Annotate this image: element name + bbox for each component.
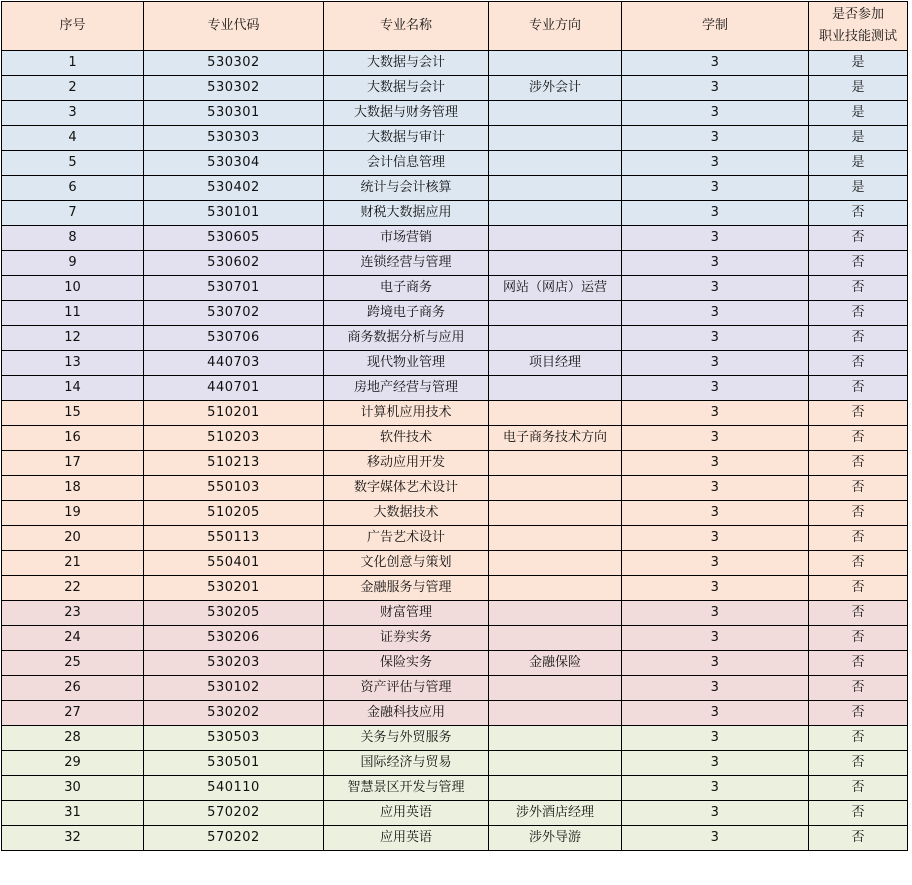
- table-row: [2, 201, 908, 226]
- cell-major-direction: [489, 726, 622, 751]
- table-row: [2, 626, 908, 651]
- cell-serial-number: 4: [2, 126, 144, 151]
- cell-major-direction: [489, 776, 622, 801]
- cell-study-years: 3: [622, 401, 809, 426]
- cell-major-code: 440701: [144, 376, 324, 401]
- cell-study-years: 3: [622, 201, 809, 226]
- cell-major-code: 440703: [144, 351, 324, 376]
- cell-study-years: 3: [622, 501, 809, 526]
- cell-major-direction: 涉外酒店经理: [489, 801, 622, 826]
- cell-major-name: 大数据与财务管理: [324, 101, 489, 126]
- cell-skill-test: 否: [809, 201, 908, 226]
- cell-major-name: 商务数据分析与应用: [324, 326, 489, 351]
- cell-serial-number: 3: [2, 101, 144, 126]
- cell-serial-number: 22: [2, 576, 144, 601]
- table-row: [2, 526, 908, 551]
- cell-skill-test: 否: [809, 401, 908, 426]
- cell-skill-test: 否: [809, 701, 908, 726]
- cell-major-name: 大数据与审计: [324, 126, 489, 151]
- cell-study-years: 3: [622, 701, 809, 726]
- table-row: [2, 776, 908, 801]
- cell-study-years: 3: [622, 76, 809, 101]
- cell-major-name: 金融科技应用: [324, 701, 489, 726]
- header-study-years: 学制: [622, 2, 809, 51]
- cell-serial-number: 30: [2, 776, 144, 801]
- cell-study-years: 3: [622, 101, 809, 126]
- cell-major-direction: [489, 476, 622, 501]
- cell-skill-test: 否: [809, 551, 908, 576]
- table-row: [2, 251, 908, 276]
- table-body: [2, 51, 908, 851]
- cell-major-code: 530102: [144, 676, 324, 701]
- cell-major-direction: [489, 201, 622, 226]
- cell-study-years: 3: [622, 326, 809, 351]
- table-row: [2, 701, 908, 726]
- cell-serial-number: 20: [2, 526, 144, 551]
- cell-major-code: 530503: [144, 726, 324, 751]
- cell-major-code: 530205: [144, 601, 324, 626]
- cell-serial-number: 17: [2, 451, 144, 476]
- cell-major-name: 金融服务与管理: [324, 576, 489, 601]
- cell-major-direction: 网站（网店）运营: [489, 276, 622, 301]
- cell-major-code: 550103: [144, 476, 324, 501]
- cell-serial-number: 2: [2, 76, 144, 101]
- table-row: [2, 801, 908, 826]
- cell-serial-number: 27: [2, 701, 144, 726]
- cell-major-code: 530302: [144, 51, 324, 76]
- table-row: [2, 451, 908, 476]
- header-major-direction: 专业方向: [489, 2, 622, 51]
- cell-skill-test: 否: [809, 251, 908, 276]
- cell-major-direction: 项目经理: [489, 351, 622, 376]
- cell-major-name: 电子商务: [324, 276, 489, 301]
- cell-serial-number: 19: [2, 501, 144, 526]
- cell-serial-number: 9: [2, 251, 144, 276]
- cell-major-name: 广告艺术设计: [324, 526, 489, 551]
- cell-major-name: 国际经济与贸易: [324, 751, 489, 776]
- majors-table: [1, 1, 908, 851]
- cell-study-years: 3: [622, 651, 809, 676]
- cell-major-code: 530304: [144, 151, 324, 176]
- cell-major-name: 证券实务: [324, 626, 489, 651]
- table-row: [2, 726, 908, 751]
- cell-study-years: 3: [622, 176, 809, 201]
- cell-study-years: 3: [622, 551, 809, 576]
- cell-serial-number: 21: [2, 551, 144, 576]
- cell-skill-test: 否: [809, 451, 908, 476]
- cell-major-code: 530206: [144, 626, 324, 651]
- cell-serial-number: 31: [2, 801, 144, 826]
- cell-skill-test: 否: [809, 726, 908, 751]
- cell-major-direction: [489, 301, 622, 326]
- table-row: [2, 826, 908, 851]
- cell-major-code: 550401: [144, 551, 324, 576]
- cell-major-direction: [489, 676, 622, 701]
- cell-study-years: 3: [622, 376, 809, 401]
- cell-serial-number: 26: [2, 676, 144, 701]
- cell-major-code: 530201: [144, 576, 324, 601]
- cell-skill-test: 否: [809, 476, 908, 501]
- cell-major-code: 530605: [144, 226, 324, 251]
- table-row: [2, 676, 908, 701]
- cell-skill-test: 否: [809, 276, 908, 301]
- cell-study-years: 3: [622, 601, 809, 626]
- cell-major-direction: [489, 576, 622, 601]
- cell-major-code: 530701: [144, 276, 324, 301]
- cell-study-years: 3: [622, 251, 809, 276]
- cell-major-code: 530501: [144, 751, 324, 776]
- cell-major-direction: [489, 451, 622, 476]
- cell-skill-test: 否: [809, 376, 908, 401]
- cell-major-name: 数字媒体艺术设计: [324, 476, 489, 501]
- cell-major-name: 计算机应用技术: [324, 401, 489, 426]
- cell-study-years: 3: [622, 226, 809, 251]
- cell-skill-test: 否: [809, 501, 908, 526]
- cell-major-direction: [489, 526, 622, 551]
- cell-serial-number: 10: [2, 276, 144, 301]
- table-row: [2, 551, 908, 576]
- cell-major-direction: [489, 51, 622, 76]
- cell-major-direction: [489, 226, 622, 251]
- table-row: [2, 76, 908, 101]
- cell-major-direction: [489, 601, 622, 626]
- cell-major-code: 530702: [144, 301, 324, 326]
- cell-major-name: 智慧景区开发与管理: [324, 776, 489, 801]
- cell-major-name: 市场营销: [324, 226, 489, 251]
- cell-major-name: 财富管理: [324, 601, 489, 626]
- cell-skill-test: 是: [809, 176, 908, 201]
- cell-major-direction: 金融保险: [489, 651, 622, 676]
- cell-skill-test: 是: [809, 51, 908, 76]
- cell-study-years: 3: [622, 576, 809, 601]
- cell-major-direction: 涉外会计: [489, 76, 622, 101]
- cell-major-name: 统计与会计核算: [324, 176, 489, 201]
- table-row: [2, 301, 908, 326]
- cell-skill-test: 否: [809, 826, 908, 851]
- cell-major-code: 530602: [144, 251, 324, 276]
- cell-skill-test: 否: [809, 351, 908, 376]
- cell-major-name: 会计信息管理: [324, 151, 489, 176]
- cell-serial-number: 24: [2, 626, 144, 651]
- cell-study-years: 3: [622, 276, 809, 301]
- cell-skill-test: 否: [809, 751, 908, 776]
- cell-skill-test: 是: [809, 76, 908, 101]
- header-serial-number: 序号: [2, 2, 144, 51]
- cell-serial-number: 23: [2, 601, 144, 626]
- cell-serial-number: 29: [2, 751, 144, 776]
- header-major-name: 专业名称: [324, 2, 489, 51]
- cell-major-direction: [489, 151, 622, 176]
- cell-serial-number: 8: [2, 226, 144, 251]
- cell-major-direction: [489, 176, 622, 201]
- cell-skill-test: 否: [809, 326, 908, 351]
- cell-major-code: 570202: [144, 801, 324, 826]
- cell-skill-test: 否: [809, 651, 908, 676]
- cell-skill-test: 否: [809, 776, 908, 801]
- cell-major-code: 530303: [144, 126, 324, 151]
- cell-study-years: 3: [622, 301, 809, 326]
- cell-major-name: 文化创意与策划: [324, 551, 489, 576]
- cell-study-years: 3: [622, 126, 809, 151]
- table-row: [2, 401, 908, 426]
- cell-serial-number: 6: [2, 176, 144, 201]
- cell-study-years: 3: [622, 626, 809, 651]
- table-row: [2, 51, 908, 76]
- cell-major-name: 移动应用开发: [324, 451, 489, 476]
- cell-major-direction: [489, 501, 622, 526]
- table-row: [2, 501, 908, 526]
- table-header-row: [2, 2, 908, 51]
- table-row: [2, 601, 908, 626]
- cell-major-name: 财税大数据应用: [324, 201, 489, 226]
- cell-major-direction: [489, 376, 622, 401]
- cell-major-code: 510213: [144, 451, 324, 476]
- cell-major-direction: [489, 126, 622, 151]
- cell-major-name: 房地产经营与管理: [324, 376, 489, 401]
- table-row: [2, 326, 908, 351]
- cell-major-code: 510201: [144, 401, 324, 426]
- table-row: [2, 576, 908, 601]
- cell-major-direction: [489, 401, 622, 426]
- cell-major-name: 大数据技术: [324, 501, 489, 526]
- cell-major-direction: 涉外导游: [489, 826, 622, 851]
- table-row: [2, 476, 908, 501]
- cell-serial-number: 32: [2, 826, 144, 851]
- cell-major-code: 550113: [144, 526, 324, 551]
- cell-skill-test: 否: [809, 426, 908, 451]
- cell-study-years: 3: [622, 776, 809, 801]
- table-row: [2, 376, 908, 401]
- table-row: [2, 751, 908, 776]
- cell-major-direction: [489, 326, 622, 351]
- cell-major-code: 530202: [144, 701, 324, 726]
- cell-major-direction: [489, 551, 622, 576]
- cell-major-code: 530402: [144, 176, 324, 201]
- cell-major-name: 大数据与会计: [324, 76, 489, 101]
- cell-major-direction: [489, 626, 622, 651]
- cell-major-code: 530101: [144, 201, 324, 226]
- cell-serial-number: 12: [2, 326, 144, 351]
- cell-skill-test: 是: [809, 151, 908, 176]
- cell-skill-test: 否: [809, 226, 908, 251]
- cell-major-code: 530301: [144, 101, 324, 126]
- cell-major-direction: 电子商务技术方向: [489, 426, 622, 451]
- cell-major-name: 关务与外贸服务: [324, 726, 489, 751]
- cell-serial-number: 5: [2, 151, 144, 176]
- table-row: [2, 151, 908, 176]
- cell-major-code: 530706: [144, 326, 324, 351]
- cell-study-years: 3: [622, 351, 809, 376]
- cell-major-name: 资产评估与管理: [324, 676, 489, 701]
- table-row: [2, 426, 908, 451]
- cell-major-code: 530302: [144, 76, 324, 101]
- cell-serial-number: 14: [2, 376, 144, 401]
- cell-major-name: 应用英语: [324, 826, 489, 851]
- cell-skill-test: 否: [809, 601, 908, 626]
- cell-serial-number: 15: [2, 401, 144, 426]
- cell-major-name: 跨境电子商务: [324, 301, 489, 326]
- cell-skill-test: 是: [809, 101, 908, 126]
- cell-major-direction: [489, 251, 622, 276]
- cell-study-years: 3: [622, 451, 809, 476]
- cell-major-code: 510205: [144, 501, 324, 526]
- cell-major-name: 大数据与会计: [324, 51, 489, 76]
- cell-skill-test: 否: [809, 626, 908, 651]
- cell-serial-number: 13: [2, 351, 144, 376]
- cell-serial-number: 16: [2, 426, 144, 451]
- header-major-code: 专业代码: [144, 2, 324, 51]
- cell-serial-number: 25: [2, 651, 144, 676]
- cell-study-years: 3: [622, 826, 809, 851]
- cell-study-years: 3: [622, 151, 809, 176]
- cell-major-name: 现代物业管理: [324, 351, 489, 376]
- cell-major-code: 510203: [144, 426, 324, 451]
- cell-study-years: 3: [622, 476, 809, 501]
- cell-skill-test: 否: [809, 301, 908, 326]
- header-skill-test-text: 是否参加 职业技能测试: [818, 7, 897, 44]
- table-row: [2, 226, 908, 251]
- cell-major-name: 应用英语: [324, 801, 489, 826]
- cell-serial-number: 18: [2, 476, 144, 501]
- cell-major-direction: [489, 751, 622, 776]
- cell-skill-test: 否: [809, 676, 908, 701]
- cell-skill-test: 是: [809, 126, 908, 151]
- cell-major-direction: [489, 101, 622, 126]
- cell-study-years: 3: [622, 426, 809, 451]
- cell-major-name: 连锁经营与管理: [324, 251, 489, 276]
- table-row: [2, 126, 908, 151]
- table-row: [2, 351, 908, 376]
- cell-major-name: 软件技术: [324, 426, 489, 451]
- cell-study-years: 3: [622, 726, 809, 751]
- cell-serial-number: 28: [2, 726, 144, 751]
- cell-major-code: 540110: [144, 776, 324, 801]
- cell-study-years: 3: [622, 51, 809, 76]
- cell-study-years: 3: [622, 801, 809, 826]
- table-row: [2, 276, 908, 301]
- cell-major-code: 530203: [144, 651, 324, 676]
- cell-serial-number: 7: [2, 201, 144, 226]
- cell-serial-number: 1: [2, 51, 144, 76]
- cell-skill-test: 否: [809, 801, 908, 826]
- cell-study-years: 3: [622, 526, 809, 551]
- cell-serial-number: 11: [2, 301, 144, 326]
- cell-major-direction: [489, 701, 622, 726]
- table-row: [2, 651, 908, 676]
- header-skill-test: [809, 2, 908, 51]
- cell-study-years: 3: [622, 751, 809, 776]
- table-row: [2, 101, 908, 126]
- table-row: [2, 176, 908, 201]
- cell-study-years: 3: [622, 676, 809, 701]
- cell-major-name: 保险实务: [324, 651, 489, 676]
- cell-major-code: 570202: [144, 826, 324, 851]
- cell-skill-test: 否: [809, 526, 908, 551]
- cell-skill-test: 否: [809, 576, 908, 601]
